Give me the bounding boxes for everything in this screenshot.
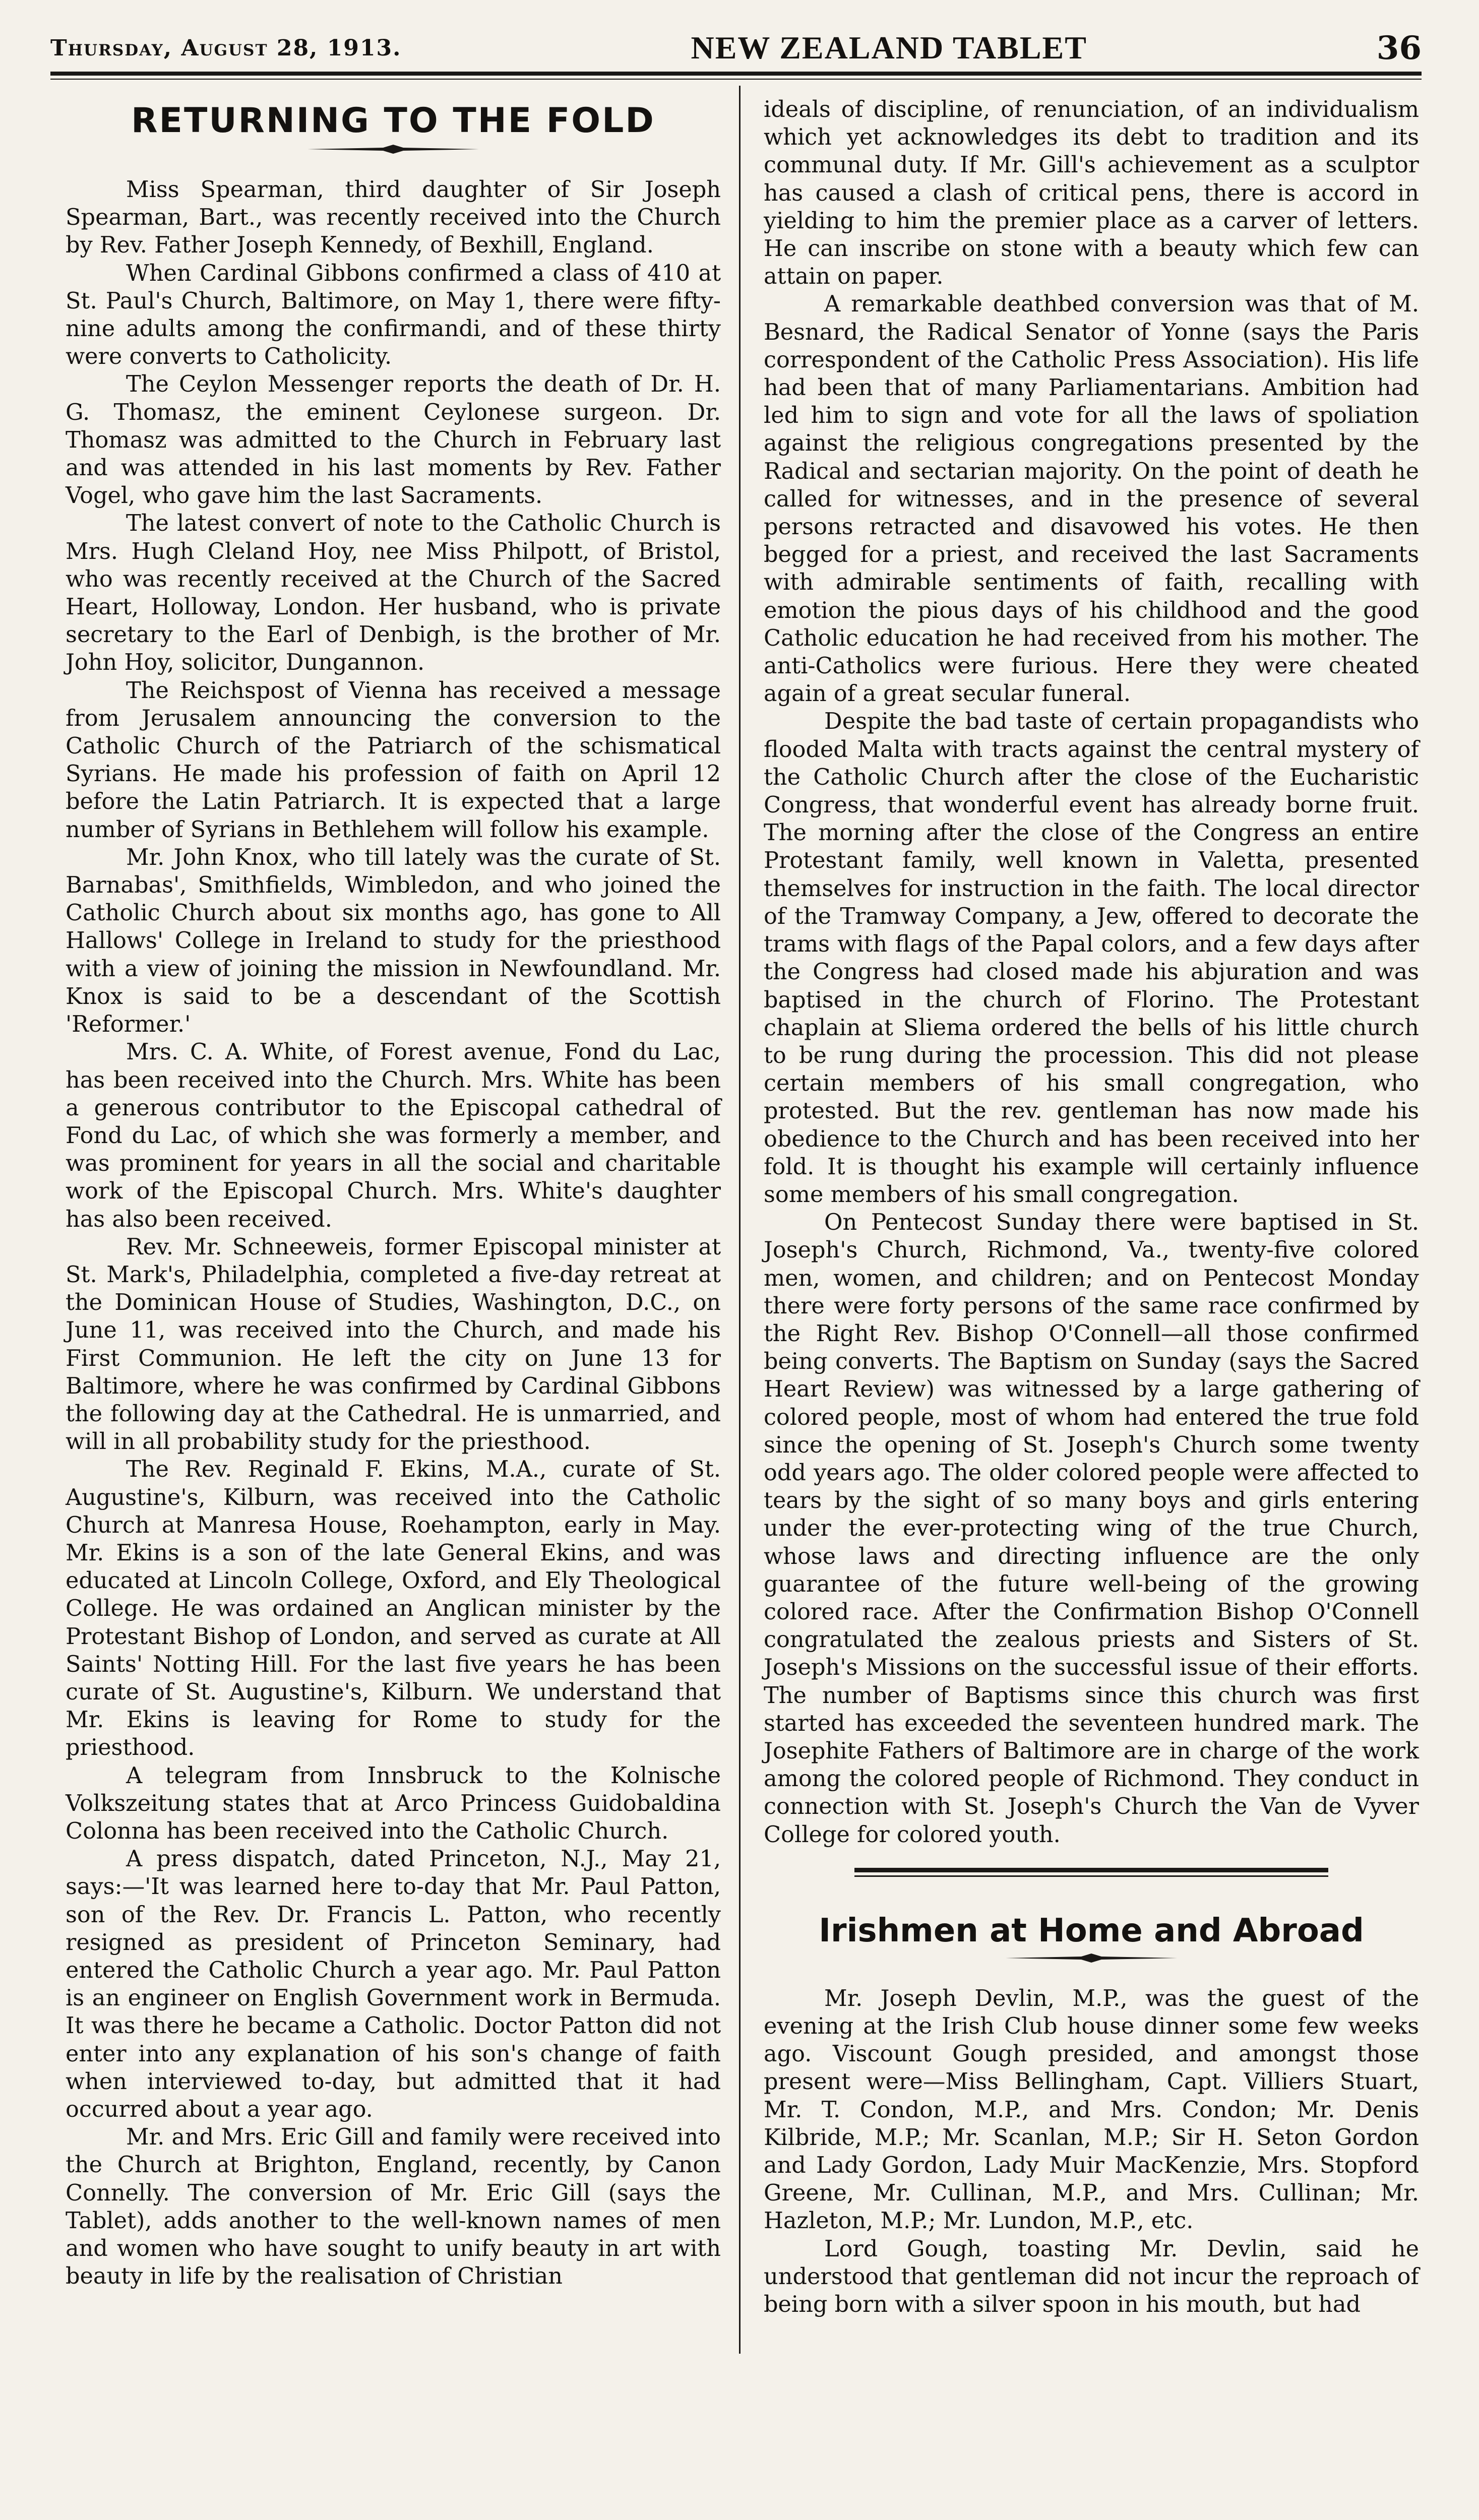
ornament-rule-icon: [1006, 1952, 1177, 1964]
column-divider: [739, 86, 741, 2354]
article-paragraph: A telegram from Innsbruck to the Kolnische Volkszeitung states that at Arco Princess Guidobaldina Colonna has been received into the Catholic Church.: [66, 1762, 721, 1844]
article-paragraph-continued: ideals of discipline, of renunciation, of an individualism which yet acknowledges its debt to tradition and its communal duty. If Mr. Gill's achievement as a sculptor has caused a clash of critical pens, there is accord in yielding to him the premier place as a carver of letters. He can inscribe on stone with a beauty which few can attain on paper.: [764, 96, 1419, 290]
article-paragraph: Lord Gough, toasting Mr. Devlin, said he understood that gentleman did not incur the reproach of being born with a silver spoon in his mouth, but had: [764, 2235, 1419, 2318]
page-number: 36: [1376, 29, 1422, 67]
headline-ornament: [764, 1952, 1419, 1964]
issue-date: Thursday, August 28, 1913.: [50, 35, 402, 61]
right-column: [764, 96, 1419, 2318]
article-paragraph: Miss Spearman, third daughter of Sir Joseph Spearman, Bart., was recently received into the Church by Rev. Father Joseph Kennedy, of Bexhill, England.: [66, 176, 721, 259]
article-paragraph: A remarkable deathbed conversion was that of M. Besnard, the Radical Senator of Yonne (says the Paris correspondent of the Catholic Press Association). His life had been that of many Parliamentarians. Ambition had led him to sign and vote for all the laws of spoliation against the religious congregations presented by the Radical and sectarian majority. On the point of death he called for witnesses, and in the presence of several persons retracted and disavowed his votes. He then begged for a priest, and received the last Sacraments with admirable sentiments of faith, recalling with emotion the pious days of his childhood and the good Catholic education he had received from his mother. The anti-Catholics were furious. Here they were cheated again of a great secular funeral.: [764, 291, 1419, 707]
headline-ornament: [66, 144, 721, 155]
section-headline: Irishmen at Home and Abroad: [819, 1912, 1364, 1949]
article-paragraph: The Reichspost of Vienna has received a message from Jerusalem announcing the conversion to the Catholic Church of the Patriarch of the schismatical Syrians. He made his profession of faith on April 12 before the Latin Patriarch. It is expected that a large number of Syrians in Bethlehem will follow his example.: [66, 677, 721, 843]
article-paragraph: The Ceylon Messenger reports the death of Dr. H. G. Thomasz, the eminent Ceylonese surgeon. Dr. Thomasz was admitted to the Church in February last and was attended in his last moments by Rev. Father Vogel, who gave him the last Sacraments.: [66, 371, 721, 509]
article-paragraph: Mrs. C. A. White, of Forest avenue, Fond du Lac, has been received into the Church. Mrs. White has been a generous contributor to the Episcopal cathedral of Fond du Lac, of which she was formerly a member, and was prominent for years in all the social and charitable work of the Episcopal Church. Mrs. White's daughter has also been received.: [66, 1039, 721, 1232]
ornament-rule-icon: [307, 144, 479, 155]
publication-title: NEW ZEALAND TABLET: [691, 30, 1087, 66]
masthead: [50, 20, 1422, 76]
article-headline: RETURNING TO THE FOLD: [131, 101, 655, 141]
article-paragraph: Rev. Mr. Schneeweis, former Episcopal minister at St. Mark's, Philadelphia, completed a five-day retreat at the Dominican House of Studies, Washington, D.C., on June 11, was received into the Church, and made his First Communion. He left the city on June 13 for Baltimore, where he was confirmed by Cardinal Gibbons the following day at the Cathedral. He is unmarried, and will in all probability study for the priesthood.: [66, 1233, 721, 1455]
article-paragraph: A press dispatch, dated Princeton, N.J., May 21, says:—'It was learned here to-day that Mr. Paul Patton, son of the Rev. Dr. Francis L. Patton, who recently resigned as president of Princeton Seminary, had entered the Catholic Church a year ago. Mr. Paul Patton is an engineer on English Government work in Bermuda. It was there he became a Catholic. Doctor Patton did not enter into any explanation of his son's change of faith when interviewed to-day, but admitted that it had occurred about a year ago.: [66, 1846, 721, 2123]
article-paragraph: Mr. and Mrs. Eric Gill and family were received into the Church at Brighton, England, recently, by Canon Connelly. The conversion of Mr. Eric Gill (says the Tablet), adds another to the well-known names of men and women who have sought to unify beauty in art with beauty in life by the realisation of Christian: [66, 2124, 721, 2290]
article-paragraph: Mr. Joseph Devlin, M.P., was the guest of the evening at the Irish Club house dinner some few weeks ago. Viscount Gough presided, and amongst those present were—Miss Bellingham, Capt. Villiers Stuart, Mr. T. Condon, M.P., and Mrs. Condon; Mr. Denis Kilbride, M.P.; Mr. Scanlan, M.P.; Sir H. Seton Gordon and Lady Gordon, Lady Muir MacKenzie, Mrs. Stopford Greene, Mr. Cullinan, M.P., and Mrs. Cullinan; Mr. Hazleton, M.P.; Mr. Lundon, M.P., etc.: [764, 1985, 1419, 2234]
article-paragraph: Mr. John Knox, who till lately was the curate of St. Barnabas', Smithfields, Wimbledon, and who joined the Catholic Church about six months ago, has gone to All Hallows' College in Ireland to study for the priesthood with a view of joining the mission in Newfoundland. Mr. Knox is said to be a descendant of the Scottish 'Reformer.': [66, 844, 721, 1038]
left-column: [66, 96, 721, 2290]
masthead-rule-light: [50, 79, 1422, 80]
section-divider: [854, 1868, 1328, 1877]
article-paragraph: The Rev. Reginald F. Ekins, M.A., curate of St. Augustine's, Kilburn, was received into the Catholic Church at Manresa House, Roehampton, early in May. Mr. Ekins is a son of the late General Ekins, and was educated at Lincoln College, Oxford, and Ely Theological College. He was ordained an Anglican minister by the Protestant Bishop of London, and served as curate at All Saints' Notting Hill. For the last five years he has been curate of St. Augustine's, Kilburn. We understand that Mr. Ekins is leaving for Rome to study for the priesthood.: [66, 1456, 721, 1761]
article-paragraph: Despite the bad taste of certain propagandists who flooded Malta with tracts against the central mystery of the Catholic Church after the close of the Eucharistic Congress, that wonderful event has already borne fruit. The morning after the close of the Congress an entire Protestant family, well known in Valetta, presented themselves for instruction in the faith. The local director of the Tramway Company, a Jew, offered to decorate the trams with flags of the Papal colors, and a few days after the Congress had closed made his abjuration and was baptised in the church of Florino. The Protestant chaplain at Sliema ordered the bells of his little church to be rung during the procession. This did not please certain members of his small congregation, who protested. But the rev. gentleman has now made his obedience to the Church and has been received into her fold. It is thought his example will certainly influence some members of his small congregation.: [764, 708, 1419, 1208]
article-paragraph: When Cardinal Gibbons confirmed a class of 410 at St. Paul's Church, Baltimore, on May 1, there were fifty-nine adults among the confirmandi, and of these thirty were converts to Catholicity.: [66, 260, 721, 370]
article-paragraph: On Pentecost Sunday there were baptised in St. Joseph's Church, Richmond, Va., twenty-five colored men, women, and children; and on Pentecost Monday there were forty persons of the same race confirmed by the Right Rev. Bishop O'Connell—all those confirmed being converts. The Baptism on Sunday (says the Sacred Heart Review) was witnessed by a large gathering of colored people, most of whom had entered the true fold since the opening of St. Joseph's Church some twenty odd years ago. The older colored people were affected to tears by the sight of so many boys and girls entering under the ever-protecting wing of the true Church, whose laws and directing influence are the only guarantee of the future well-being of the growing colored race. After the Confirmation Bishop O'Connell congratulated the zealous priests and Sisters of St. Joseph's Missions on the successful issue of their efforts. The number of Baptisms since this church was first started has exceeded the seventeen hundred mark. The Josephite Fathers of Baltimore are in charge of the work among the colored people of Richmond. They conduct in connection with St. Joseph's Church the Van de Vyver College for colored youth.: [764, 1209, 1419, 1848]
article-paragraph: The latest convert of note to the Catholic Church is Mrs. Hugh Cleland Hoy, nee Miss Philpott, of Bristol, who was recently received at the Church of the Sacred Heart, Holloway, London. Her husband, who is private secretary to the Earl of Denbigh, is the brother of Mr. John Hoy, solicitor, Dungannon.: [66, 510, 721, 676]
masthead-rule-heavy: [50, 72, 1422, 76]
